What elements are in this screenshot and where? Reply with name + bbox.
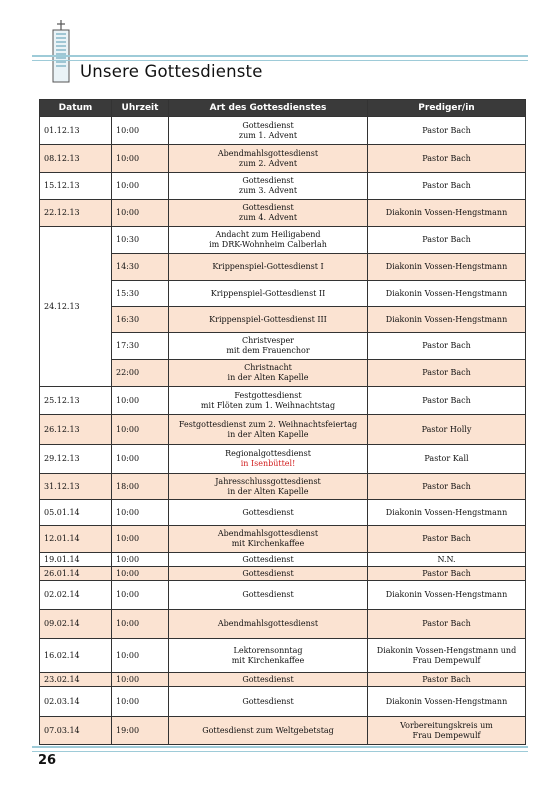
service-cell xyxy=(169,717,368,745)
preacher-line: Pastor Kall xyxy=(424,454,469,463)
table-row xyxy=(40,567,526,581)
date-cell: 22.12.13 xyxy=(40,200,112,227)
table-row xyxy=(40,387,526,415)
time-cell: 14:30 xyxy=(112,254,169,281)
time-cell: 10:00 xyxy=(112,200,169,227)
preacher-line: Vorbereitungskreis um xyxy=(400,720,493,730)
service-line: mit Flöten zum 1. Weihnachtstag xyxy=(200,400,336,410)
time-cell: 10:00 xyxy=(112,610,169,639)
service-line: in der Alten Kapelle xyxy=(227,373,309,382)
service-line: Abendmahlsgottesdienst xyxy=(217,529,319,538)
service-line: zum 2. Advent xyxy=(238,158,298,168)
time-cell: 10:00 xyxy=(112,687,169,717)
preacher-line: Pastor Bach xyxy=(422,125,471,135)
service-cell xyxy=(169,581,368,610)
table-row xyxy=(40,117,526,145)
preacher-line: Pastor Bach xyxy=(422,395,471,405)
date-cell: 24.12.13 xyxy=(40,227,112,387)
preacher-line: Pastor Bach xyxy=(422,153,471,163)
preacher-cell xyxy=(368,360,526,387)
service-cell xyxy=(169,333,368,360)
service-line: Christvesper xyxy=(241,336,294,345)
preacher-cell xyxy=(368,581,526,610)
service-cell xyxy=(169,500,368,526)
service-line: Abendmahlsgottesdienst xyxy=(217,148,319,158)
service-location-note: in Isenbüttel! xyxy=(240,459,296,468)
service-line: Gottesdienst xyxy=(242,554,294,564)
table-row xyxy=(40,200,526,227)
preacher-cell xyxy=(368,307,526,333)
date-cell: 08.12.13 xyxy=(40,145,112,173)
service-line: Gottesdienst xyxy=(242,590,294,599)
preacher-cell xyxy=(368,254,526,281)
table-row xyxy=(40,610,526,639)
preacher-line: Pastor Bach xyxy=(422,674,471,684)
column-header-preacher: Prediger/in xyxy=(368,100,526,117)
service-cell xyxy=(169,526,368,553)
preacher-line: Diakonin Vossen-Hengstmann xyxy=(385,590,508,599)
preacher-line: Diakonin Vossen-Hengstmann xyxy=(385,314,508,324)
time-cell: 15:30 xyxy=(112,281,169,307)
preacher-cell xyxy=(368,567,526,581)
service-line: Festgottesdienst zum 2. Weihnachtsfeiertag xyxy=(178,419,358,429)
service-cell xyxy=(169,610,368,639)
service-line: Gottesdienst xyxy=(242,568,294,578)
date-cell: 26.01.14 xyxy=(40,567,112,581)
time-cell: 18:00 xyxy=(112,474,169,500)
preacher-cell xyxy=(368,227,526,254)
service-line: Gottesdienst xyxy=(242,674,294,684)
service-cell xyxy=(169,281,368,307)
header-rule xyxy=(32,55,528,57)
date-cell: 07.03.14 xyxy=(40,717,112,745)
time-cell: 10:00 xyxy=(112,581,169,610)
table-row xyxy=(40,717,526,745)
preacher-line: Frau Dempewulf xyxy=(412,655,481,665)
date-cell: 25.12.13 xyxy=(40,387,112,415)
table-row xyxy=(40,581,526,610)
table-row xyxy=(40,500,526,526)
service-cell xyxy=(169,687,368,717)
service-line: Gottesdienst xyxy=(242,203,294,212)
service-line: Gottesdienst xyxy=(242,507,294,517)
service-cell xyxy=(169,200,368,227)
service-line: Festgottesdienst xyxy=(234,390,302,400)
service-cell xyxy=(169,227,368,254)
date-cell: 31.12.13 xyxy=(40,474,112,500)
preacher-line: Pastor Bach xyxy=(422,181,471,190)
preacher-cell xyxy=(368,526,526,553)
service-cell xyxy=(169,474,368,500)
time-cell: 16:30 xyxy=(112,307,169,333)
footer-rule xyxy=(32,746,528,748)
service-cell xyxy=(169,117,368,145)
service-line: zum 3. Advent xyxy=(238,186,298,195)
table-row xyxy=(40,360,526,387)
date-cell: 29.12.13 xyxy=(40,445,112,474)
date-cell: 16.02.14 xyxy=(40,639,112,673)
preacher-line: Pastor Bach xyxy=(422,568,471,578)
time-cell: 10:00 xyxy=(112,415,169,445)
preacher-cell xyxy=(368,117,526,145)
preacher-cell xyxy=(368,445,526,474)
table-row xyxy=(40,553,526,567)
date-cell: 12.01.14 xyxy=(40,526,112,553)
service-cell xyxy=(169,173,368,200)
service-line: in der Alten Kapelle xyxy=(227,429,309,439)
service-line: Jahresschlussgottesdienst xyxy=(215,476,321,486)
preacher-line: Pastor Bach xyxy=(422,235,471,244)
service-cell xyxy=(169,254,368,281)
preacher-cell xyxy=(368,415,526,445)
preacher-cell xyxy=(368,173,526,200)
church-logo-icon xyxy=(47,20,75,86)
service-cell xyxy=(169,307,368,333)
preacher-cell xyxy=(368,717,526,745)
preacher-cell xyxy=(368,387,526,415)
date-cell: 02.02.14 xyxy=(40,581,112,610)
time-cell: 22:00 xyxy=(112,360,169,387)
table-row xyxy=(40,526,526,553)
table-row xyxy=(40,227,526,254)
time-cell: 10:00 xyxy=(112,639,169,673)
time-cell: 10:00 xyxy=(112,117,169,145)
preacher-cell xyxy=(368,553,526,567)
date-cell: 09.02.14 xyxy=(40,610,112,639)
preacher-line: Diakonin Vossen-Hengstmann xyxy=(385,696,508,706)
preacher-line: Pastor Bach xyxy=(422,481,471,491)
footer-rule-thin xyxy=(32,751,528,752)
service-cell xyxy=(169,145,368,173)
time-cell: 10:00 xyxy=(112,526,169,553)
preacher-line: Pastor Bach xyxy=(422,368,471,377)
table-row xyxy=(40,687,526,717)
date-cell: 15.12.13 xyxy=(40,173,112,200)
service-line: mit Kirchenkaffee xyxy=(231,655,305,665)
preacher-line: N.N. xyxy=(437,554,456,564)
service-line: mit dem Frauenchor xyxy=(226,346,310,355)
time-cell: 17:30 xyxy=(112,333,169,360)
page-number: 26 xyxy=(38,753,57,768)
service-cell xyxy=(169,387,368,415)
preacher-cell xyxy=(368,687,526,717)
preacher-cell xyxy=(368,610,526,639)
service-line: zum 1. Advent xyxy=(238,130,298,140)
date-cell: 02.03.14 xyxy=(40,687,112,717)
service-cell xyxy=(169,567,368,581)
preacher-line: Pastor Holly xyxy=(421,424,472,434)
service-line: Gottesdienst zum Weltgebetstag xyxy=(202,725,334,735)
table-row xyxy=(40,474,526,500)
service-cell xyxy=(169,553,368,567)
service-line: Lektorensonntag xyxy=(233,645,303,655)
table-row xyxy=(40,333,526,360)
preacher-cell xyxy=(368,333,526,360)
time-cell: 10:00 xyxy=(112,500,169,526)
time-cell: 10:00 xyxy=(112,445,169,474)
time-cell: 10:00 xyxy=(112,567,169,581)
service-line: Krippenspiel-Gottesdienst III xyxy=(209,314,327,324)
date-cell: 01.12.13 xyxy=(40,117,112,145)
table-row xyxy=(40,173,526,200)
service-line: in der Alten Kapelle xyxy=(227,486,309,496)
service-cell xyxy=(169,639,368,673)
preacher-line: Pastor Bach xyxy=(422,341,471,350)
table-row xyxy=(40,639,526,673)
time-cell: 10:00 xyxy=(112,387,169,415)
page-title: Unsere Gottesdienste xyxy=(80,62,263,81)
time-cell: 10:00 xyxy=(112,553,169,567)
column-header-service: Art des Gottesdienstes xyxy=(169,100,368,117)
preacher-line: Pastor Bach xyxy=(422,534,471,543)
preacher-line: Diakonin Vossen-Hengstmann xyxy=(385,262,508,271)
preacher-cell xyxy=(368,145,526,173)
time-cell: 10:00 xyxy=(112,673,169,687)
preacher-line: Diakonin Vossen-Hengstmann und xyxy=(376,645,517,655)
table-row xyxy=(40,673,526,687)
preacher-cell xyxy=(368,673,526,687)
preacher-cell xyxy=(368,474,526,500)
service-cell xyxy=(169,360,368,387)
table-row xyxy=(40,415,526,445)
service-line: Christnacht xyxy=(244,363,292,372)
preacher-line: Diakonin Vossen-Hengstmann xyxy=(385,288,508,298)
time-cell: 19:00 xyxy=(112,717,169,745)
table-row xyxy=(40,445,526,474)
table-row xyxy=(40,254,526,281)
service-cell xyxy=(169,415,368,445)
service-line: Gottesdienst xyxy=(242,696,294,706)
service-line: mit Kirchenkaffee xyxy=(231,539,305,548)
date-cell: 23.02.14 xyxy=(40,673,112,687)
table-row xyxy=(40,145,526,173)
column-header-date: Datum xyxy=(40,100,112,117)
date-cell: 19.01.14 xyxy=(40,553,112,567)
service-line: Gottesdienst xyxy=(242,176,294,185)
service-schedule-table xyxy=(39,99,526,745)
service-line: Krippenspiel-Gottesdienst II xyxy=(210,288,326,298)
service-cell xyxy=(169,673,368,687)
service-line: Krippenspiel-Gottesdienst I xyxy=(212,262,324,271)
preacher-line: Diakonin Vossen-Hengstmann xyxy=(385,507,508,517)
service-line: Regionalgottesdienst xyxy=(225,449,311,458)
preacher-cell xyxy=(368,200,526,227)
preacher-line: Frau Dempewulf xyxy=(412,730,481,740)
table-header-row xyxy=(40,100,526,117)
time-cell: 10:30 xyxy=(112,227,169,254)
preacher-line: Diakonin Vossen-Hengstmann xyxy=(385,208,508,217)
date-cell: 05.01.14 xyxy=(40,500,112,526)
service-line: im DRK-Wohnheim Calberlah xyxy=(209,240,327,249)
preacher-cell xyxy=(368,281,526,307)
service-line: Gottesdienst xyxy=(242,120,294,130)
service-line: Andacht zum Heiligabend xyxy=(215,230,321,239)
table-row xyxy=(40,307,526,333)
date-cell: 26.12.13 xyxy=(40,415,112,445)
header-rule-thin xyxy=(32,60,528,61)
time-cell: 10:00 xyxy=(112,173,169,200)
table-row xyxy=(40,281,526,307)
preacher-cell xyxy=(368,639,526,673)
service-line: Abendmahlsgottesdienst xyxy=(217,619,319,628)
service-cell xyxy=(169,445,368,474)
preacher-cell xyxy=(368,500,526,526)
time-cell: 10:00 xyxy=(112,145,169,173)
column-header-time: Uhrzeit xyxy=(112,100,169,117)
preacher-line: Pastor Bach xyxy=(422,619,471,628)
service-line: zum 4. Advent xyxy=(238,213,298,222)
